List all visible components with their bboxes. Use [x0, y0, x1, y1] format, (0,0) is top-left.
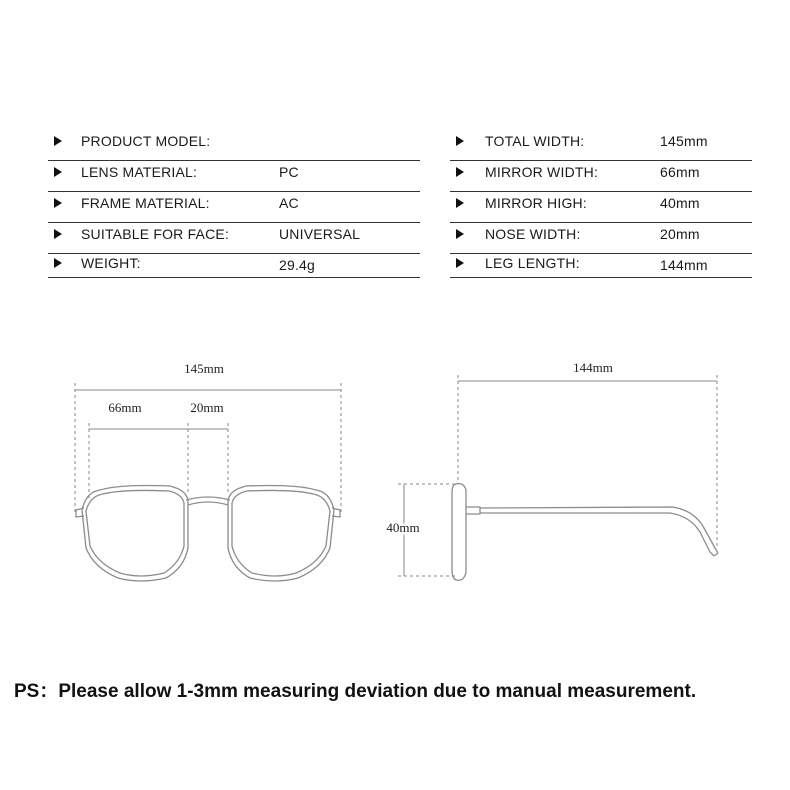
nose-width-label: 20mm — [190, 400, 224, 415]
spec-label: MIRROR HIGH: — [485, 195, 587, 211]
arrow-bullet-icon — [456, 136, 464, 146]
spec-row-mirror-width — [450, 161, 752, 192]
arrow-bullet-icon — [54, 258, 62, 268]
spec-value: UNIVERSAL — [279, 226, 361, 242]
spec-row-leg-length — [450, 252, 752, 278]
spec-value: AC — [279, 195, 299, 211]
spec-label: TOTAL WIDTH: — [485, 133, 585, 149]
spec-row-nose-width — [450, 223, 752, 254]
spec-value: 66mm — [660, 164, 700, 180]
spec-label: SUITABLE FOR FACE: — [81, 226, 230, 242]
leg-length-label: 144mm — [573, 360, 613, 375]
arrow-bullet-icon — [54, 136, 62, 146]
glasses-dimension-diagram — [0, 330, 790, 590]
spec-value: 20mm — [660, 226, 700, 242]
arrow-bullet-icon — [54, 167, 62, 177]
nose-width-dimension — [188, 423, 228, 492]
lens-height-label: 40mm — [386, 520, 420, 535]
spec-label: LEG LENGTH: — [485, 255, 580, 271]
spec-row-weight — [48, 252, 420, 278]
spec-value: PC — [279, 164, 299, 180]
spec-value: 40mm — [660, 195, 700, 211]
spec-label: WEIGHT: — [81, 255, 141, 271]
spec-label: NOSE WIDTH: — [485, 226, 581, 242]
spec-value: 29.4g — [279, 257, 316, 273]
spec-row-mirror-high — [450, 192, 752, 223]
arrow-bullet-icon — [456, 198, 464, 208]
total-width-label: 145mm — [184, 361, 224, 376]
spec-row-product-model — [48, 130, 420, 161]
glasses-side-view — [452, 484, 718, 581]
lens-width-label: 66mm — [108, 400, 142, 415]
arrow-bullet-icon — [54, 229, 62, 239]
arrow-bullet-icon — [456, 258, 464, 268]
spec-row-total-width — [450, 130, 752, 161]
spec-label: PRODUCT MODEL: — [81, 133, 211, 149]
measurement-note: PS：Please allow 1-3mm measuring deviation due to manual measurement. — [14, 681, 697, 702]
arrow-bullet-icon — [54, 198, 62, 208]
spec-label: LENS MATERIAL: — [81, 164, 198, 180]
spec-label: FRAME MATERIAL: — [81, 195, 210, 211]
glasses-front-view — [76, 486, 340, 582]
leg-length-dimension — [458, 375, 717, 548]
spec-value: 145mm — [660, 133, 708, 149]
spec-row-lens-material — [48, 161, 420, 192]
spec-row-suitable-for-face — [48, 223, 420, 254]
arrow-bullet-icon — [456, 167, 464, 177]
spec-label: MIRROR WIDTH: — [485, 164, 599, 180]
spec-row-frame-material — [48, 192, 420, 223]
arrow-bullet-icon — [456, 229, 464, 239]
spec-value: 144mm — [660, 257, 708, 273]
